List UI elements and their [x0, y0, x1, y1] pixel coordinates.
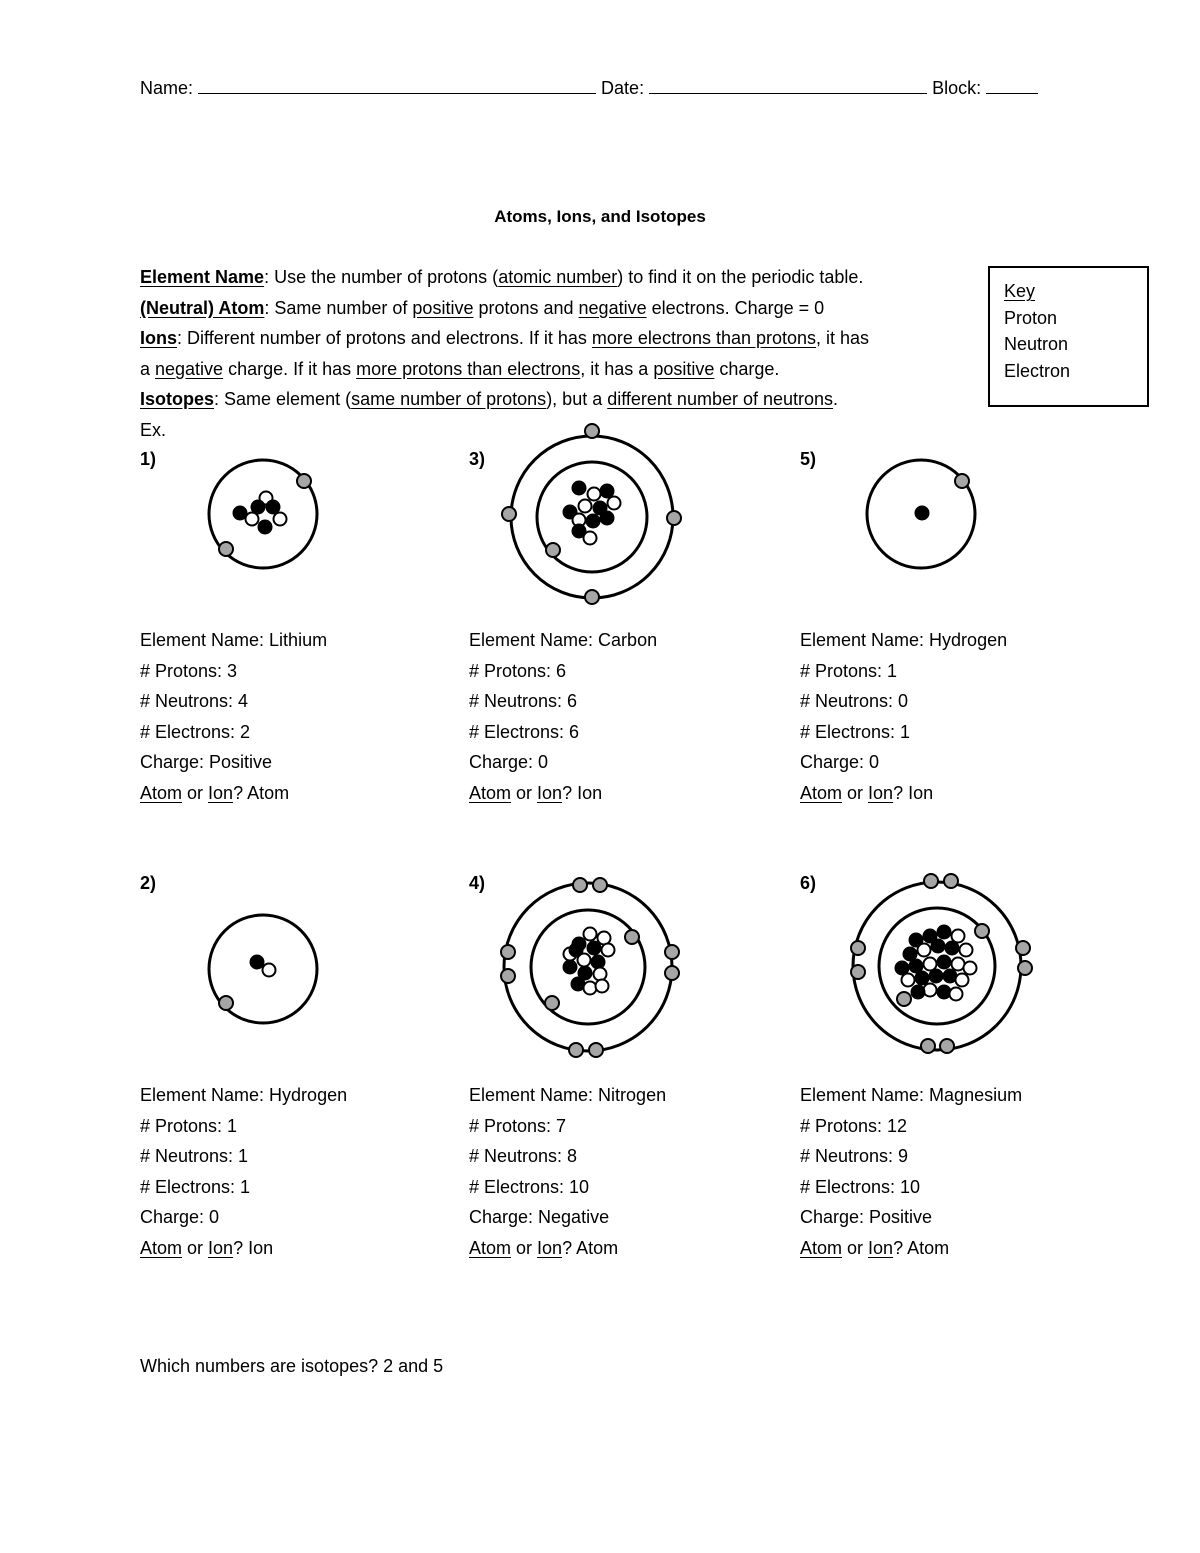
neutron	[964, 962, 977, 975]
proton	[896, 962, 909, 975]
text: ), but a	[546, 389, 608, 409]
charge: Charge: Negative	[469, 1207, 610, 1227]
neutron	[246, 513, 259, 526]
element-name: Element Name: Hydrogen	[800, 630, 1008, 650]
electron	[940, 1039, 954, 1053]
electron	[585, 424, 599, 438]
electron	[897, 992, 911, 1006]
proton	[588, 942, 601, 955]
neutron	[924, 958, 937, 971]
electron	[665, 966, 679, 980]
neutron	[584, 982, 597, 995]
problem-info	[800, 625, 1007, 808]
element-name: Element Name: Carbon	[469, 630, 658, 650]
problem-info	[469, 1080, 666, 1263]
proton	[267, 501, 280, 514]
neutrons: # Neutrons: 8	[469, 1146, 578, 1166]
name-field[interactable]	[198, 75, 596, 94]
or-word: or	[842, 782, 869, 803]
atom-diagram-hydrogen-isotope	[200, 905, 330, 1035]
electron	[1016, 941, 1030, 955]
electron	[851, 941, 865, 955]
atom-word: Atom	[469, 782, 512, 803]
atom-word: Atom	[140, 782, 183, 803]
or-word: or	[511, 782, 538, 803]
atom-diagram-lithium	[200, 450, 330, 580]
electron	[546, 543, 560, 557]
atom-or-ion	[140, 778, 327, 809]
ions-definition	[140, 323, 970, 354]
electron	[665, 945, 679, 959]
text: ) to find it on the periodic table.	[617, 267, 864, 287]
or-word: or	[511, 1237, 538, 1258]
block-label: Block:	[932, 78, 982, 98]
neutral-atom-definition	[140, 293, 970, 324]
name-label: Name:	[140, 78, 194, 98]
protons: # Protons: 6	[469, 660, 567, 681]
underlined-text: positive	[412, 297, 474, 318]
element-name: Element Name: Nitrogen	[469, 1085, 667, 1105]
text: , it has	[816, 328, 870, 348]
proton	[592, 956, 605, 969]
proton	[930, 970, 943, 983]
key-box	[988, 266, 1149, 407]
charge: Charge: 0	[800, 752, 880, 772]
electrons: # Electrons: 1	[140, 1176, 251, 1197]
electron	[944, 874, 958, 888]
electron	[545, 996, 559, 1010]
neutron	[274, 513, 287, 526]
or-word: or	[182, 782, 209, 803]
proton	[910, 960, 923, 973]
neutron	[588, 488, 601, 501]
date-field[interactable]	[649, 75, 927, 94]
proton	[938, 986, 951, 999]
atom-diagram-carbon	[495, 420, 685, 610]
term: (Neutral) Atom	[140, 297, 265, 318]
text: : Different number of protons and electrons. If it has	[177, 328, 592, 348]
problem-number: 6)	[800, 873, 817, 893]
atom-diagram-hydrogen	[857, 450, 987, 580]
ion-word: Ion	[868, 782, 894, 803]
problem-info	[469, 625, 657, 808]
neutron	[950, 988, 963, 1001]
proton	[587, 515, 600, 528]
proton	[251, 956, 264, 969]
atom-or-ion	[140, 1233, 347, 1264]
neutron	[956, 974, 969, 987]
problem-number: 4)	[469, 873, 486, 893]
proton	[252, 501, 265, 514]
ion-word: Ion	[537, 1237, 563, 1258]
neutron	[918, 944, 931, 957]
atom-or-ion	[469, 1233, 666, 1264]
neutron	[584, 532, 597, 545]
date-label: Date:	[601, 78, 645, 98]
atom-word: Atom	[800, 782, 843, 803]
text: : Use the number of protons (	[264, 267, 499, 287]
neutron	[602, 944, 615, 957]
proton	[904, 948, 917, 961]
proton	[570, 944, 583, 957]
problem-number: 1)	[140, 449, 157, 469]
answer: ? Ion	[893, 782, 934, 803]
answer: ? Atom	[233, 782, 290, 803]
problem-number: 2)	[140, 873, 157, 893]
definitions	[140, 262, 970, 445]
proton	[916, 972, 929, 985]
electron	[573, 878, 587, 892]
proton	[259, 521, 272, 534]
electrons: # Electrons: 6	[469, 721, 580, 742]
underlined-text: more protons than electrons	[356, 358, 581, 379]
electron	[501, 945, 515, 959]
atom-or-ion	[800, 778, 1007, 809]
underlined-text: negative	[155, 358, 224, 379]
element-name: Element Name: Lithium	[140, 630, 328, 650]
text: charge. If it has	[223, 358, 357, 379]
block-field[interactable]	[986, 75, 1038, 94]
electron	[297, 474, 311, 488]
text: electrons. Charge = 0	[646, 297, 825, 318]
electrons: # Electrons: 1	[800, 721, 911, 742]
element-name: Element Name: Magnesium	[800, 1085, 1023, 1105]
text: .	[833, 389, 839, 409]
ion-word: Ion	[208, 782, 234, 803]
underlined-text: more electrons than protons	[591, 328, 817, 348]
proton	[932, 940, 945, 953]
isotope-question: Which numbers are isotopes? 2 and 5	[140, 1356, 444, 1376]
neutron	[902, 974, 915, 987]
atom-word: Atom	[469, 1237, 512, 1258]
isotopes-definition	[140, 384, 970, 415]
problem-info	[140, 1080, 347, 1263]
atom-or-ion	[800, 1233, 1022, 1264]
neutrons: # Neutrons: 6	[469, 691, 578, 711]
electron	[921, 1039, 935, 1053]
charge: Charge: 0	[140, 1207, 220, 1227]
neutrons: # Neutrons: 4	[140, 691, 249, 711]
proton	[564, 961, 577, 974]
neutron	[952, 930, 965, 943]
key-item-proton: Proton	[1004, 307, 1058, 328]
neutron	[608, 497, 621, 510]
answer: ? Atom	[893, 1237, 950, 1258]
neutron	[594, 968, 607, 981]
protons: # Protons: 3	[140, 660, 238, 681]
electron	[1018, 961, 1032, 975]
ion-word: Ion	[868, 1237, 894, 1258]
key-item-electron: Electron	[1004, 360, 1071, 381]
key-heading: Key	[1004, 281, 1036, 301]
neutron	[596, 980, 609, 993]
electrons: # Electrons: 10	[469, 1176, 590, 1197]
electrons: # Electrons: 2	[140, 721, 251, 742]
proton	[601, 512, 614, 525]
answer: ? Atom	[562, 1237, 619, 1258]
ions-definition-continued	[140, 354, 970, 385]
header-line	[140, 75, 1038, 99]
electron	[585, 590, 599, 604]
electron	[625, 930, 639, 944]
electron	[851, 965, 865, 979]
protons: # Protons: 12	[800, 1115, 908, 1136]
ion-word: Ion	[537, 782, 563, 803]
electron	[219, 542, 233, 556]
neutron	[263, 964, 276, 977]
electron	[219, 996, 233, 1010]
proton	[912, 986, 925, 999]
electron	[593, 878, 607, 892]
page-title: Atoms, Ions, and Isotopes	[494, 207, 706, 226]
protons: # Protons: 1	[140, 1115, 238, 1136]
text: charge.	[714, 358, 780, 379]
atom-word: Atom	[140, 1237, 183, 1258]
protons: # Protons: 1	[800, 660, 898, 681]
problem-number: 3)	[469, 449, 486, 469]
proton	[938, 956, 951, 969]
proton	[916, 507, 929, 520]
term: Element Name	[140, 267, 265, 287]
answer: ? Ion	[233, 1237, 274, 1258]
or-word: or	[182, 1237, 209, 1258]
atom-diagram-nitrogen	[490, 870, 690, 1065]
neutron	[584, 928, 597, 941]
protons: # Protons: 7	[469, 1115, 567, 1136]
proton	[601, 485, 614, 498]
electron	[955, 474, 969, 488]
neutrons: # Neutrons: 9	[800, 1146, 909, 1166]
text: protons and	[473, 297, 579, 318]
charge: Charge: 0	[469, 752, 549, 772]
text: : Same number of	[264, 297, 413, 318]
atom-word: Atom	[800, 1237, 843, 1258]
underlined-text: negative	[578, 297, 647, 318]
neutrons: # Neutrons: 0	[800, 691, 909, 711]
electron	[924, 874, 938, 888]
problem-number: 5)	[800, 449, 817, 469]
term: Isotopes	[140, 389, 215, 409]
underlined-text: same number of protons	[351, 389, 547, 409]
charge: Charge: Positive	[800, 1207, 933, 1227]
proton	[938, 926, 951, 939]
text: a	[140, 358, 156, 379]
underlined-text: different number of neutrons	[607, 389, 834, 409]
problem-info	[800, 1080, 1022, 1263]
problem-info	[140, 625, 327, 808]
atom-diagram-magnesium	[842, 868, 1042, 1063]
text: , it has a	[580, 358, 654, 379]
proton	[573, 482, 586, 495]
electron	[589, 1043, 603, 1057]
atom-or-ion	[469, 778, 657, 809]
electron	[502, 507, 516, 521]
element-name: Element Name: Hydrogen	[140, 1085, 348, 1105]
proton	[946, 942, 959, 955]
ion-word: Ion	[208, 1237, 234, 1258]
element-name-definition	[140, 262, 970, 293]
text: : Same element (	[214, 389, 352, 409]
electron	[501, 969, 515, 983]
neutrons: # Neutrons: 1	[140, 1146, 249, 1166]
key-item-neutron: Neutron	[1004, 334, 1069, 354]
neutron	[579, 500, 592, 513]
underlined-text: atomic number	[498, 267, 618, 287]
charge: Charge: Positive	[140, 752, 273, 772]
electron	[975, 924, 989, 938]
electron	[667, 511, 681, 525]
neutron	[924, 984, 937, 997]
neutron	[960, 944, 973, 957]
term: Ions	[140, 328, 178, 348]
electrons: # Electrons: 10	[800, 1176, 921, 1197]
example-label: Ex.	[140, 419, 167, 440]
electron	[569, 1043, 583, 1057]
underlined-text: positive	[653, 358, 715, 379]
answer: ? Ion	[562, 782, 603, 803]
proton	[234, 507, 247, 520]
or-word: or	[842, 1237, 869, 1258]
